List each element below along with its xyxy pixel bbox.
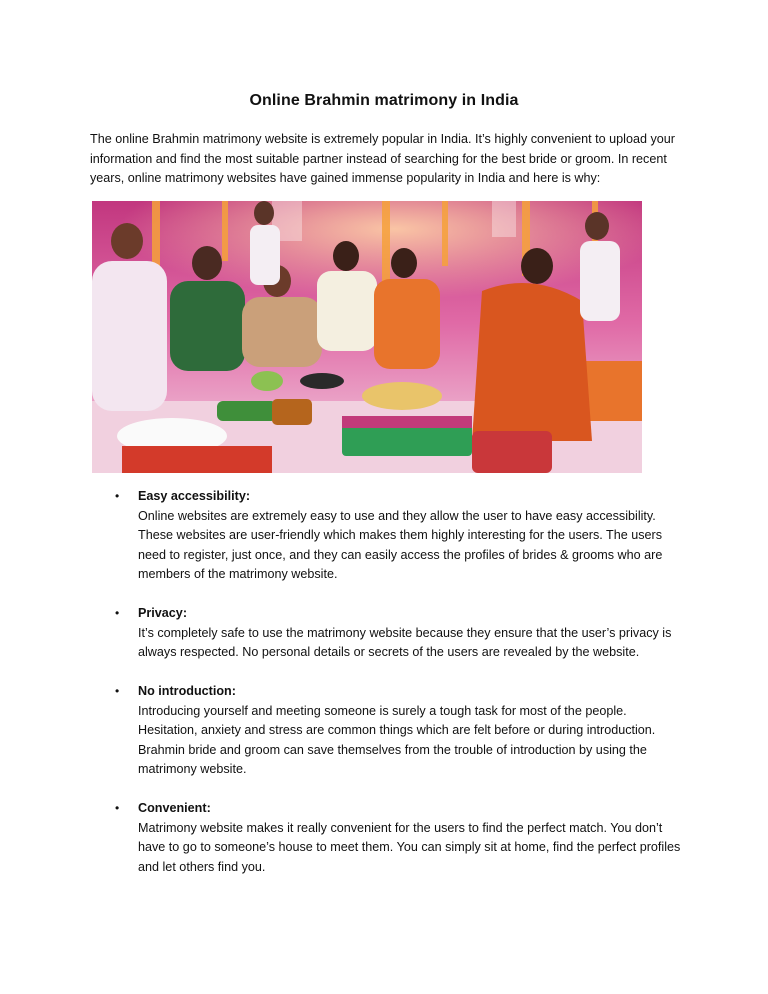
list-item-body: Online websites are extremely easy to use and they allow the user to have easy accessibility. These websites are user-friendly which makes them highly interesting for the users. The users need to register, just once, and they can easily access the profiles of brides & grooms who are members of the matrimony website.: [138, 508, 663, 581]
list-spacer: [0, 585, 768, 605]
list-item-title: Convenient:: [138, 801, 211, 815]
list-item-body: Introducing yourself and meeting someone is surely a tough task for most of the people. Hesitation, anxiety and stress are common things which are felt before or during introduction. Brahmin bride and groom can save themselves from the trouble of introduction by using the matrimony website.: [138, 703, 656, 776]
intro-paragraph: The online Brahmin matrimony website is extremely popular in India. It’s highly convenient to upload your information and find the most suitable partner instead of searching for the best bride or groom. In recent years, online matrimony websites have gained immense popularity in India and here is why:: [90, 132, 675, 185]
bullet-icon: •: [115, 489, 120, 503]
bullet-icon: •: [115, 606, 120, 620]
list-item-body: It’s completely safe to use the matrimony website because they ensure that the user’s privacy is always respected. No personal details or secrets of the users are revealed by the website.: [138, 625, 672, 659]
list-item-title: Privacy:: [138, 606, 188, 620]
bullet-icon: •: [115, 801, 120, 815]
benefits-list: [0, 487, 768, 877]
page-title: Online Brahmin matrimony in India: [249, 92, 519, 109]
list-spacer: [0, 780, 768, 800]
list-item-title: No introduction:: [138, 684, 236, 698]
list-item: [0, 682, 683, 780]
list-item-title: Easy accessibility:: [138, 489, 251, 503]
wedding-ceremony-photo: [92, 201, 642, 473]
bullet-icon: •: [115, 684, 120, 698]
list-spacer: [0, 663, 768, 683]
list-item: [0, 604, 683, 663]
list-item-body: Matrimony website makes it really convenient for the users to find the perfect match. You don’t have to go to someone’s house to meet them. You can simply sit at home, find the perfect profiles and let others find you.: [138, 820, 681, 874]
list-item: [0, 487, 683, 585]
list-item: [0, 799, 683, 877]
